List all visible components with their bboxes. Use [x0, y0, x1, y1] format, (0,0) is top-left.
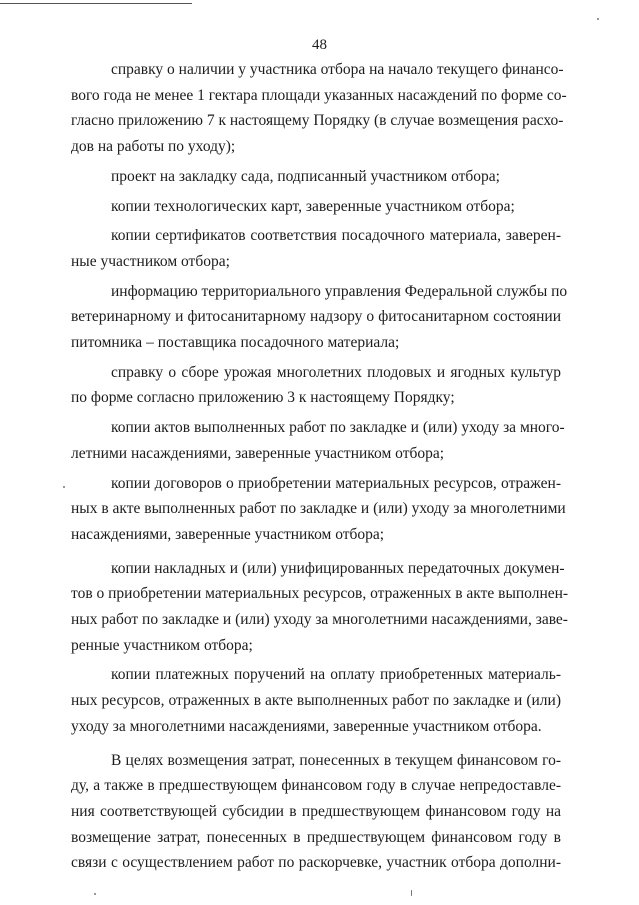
paragraph: [71, 748, 561, 877]
text-line: копии накладных и (или) унифицированных передаточных докумен-: [111, 559, 565, 577]
page-number: 48: [312, 37, 327, 53]
text-line: копии платежных поручений на оплату приобретенных материаль-: [111, 666, 561, 684]
text-line: проект на закладку сада, подписанный участником отбора;: [111, 167, 500, 185]
text-line: справку о сборе урожая многолетних плодовых и ягодных культур: [111, 363, 561, 381]
paragraph: [71, 279, 568, 356]
paragraph: [71, 556, 569, 659]
text-line: питомника – поставщика посадочного материала;: [71, 334, 400, 352]
scan-speck: [63, 486, 65, 488]
scan-speck: [411, 890, 412, 896]
paragraph: [71, 194, 561, 220]
text-line: ветеринарному и фитосанитарному надзору о фитосанитарном состоянии: [71, 308, 561, 326]
text-line: летними насаждениями, заверенные участником отбора;: [71, 444, 445, 462]
text-line: ния соответствующей субсидии в предшествующем финансовом году на: [71, 802, 561, 820]
paragraph-gap: [71, 740, 561, 748]
text-line: ных работ по закладке и (или) уходу за многолетними насаждениями, заве-: [71, 611, 568, 629]
paragraph: [71, 662, 561, 739]
text-line: тов о приобретении материальных ресурсов, отраженных в акте выполнен-: [71, 585, 569, 603]
paragraph: [71, 164, 561, 190]
text-line: копии актов выполненных работ по закладке и (или) уходу за много-: [111, 419, 565, 437]
text-line: копии сертификатов соответствия посадочного материала, заверен-: [111, 227, 561, 245]
scan-speck: [597, 18, 599, 20]
text-line: уходу за многолетними насаждениями, заверенные участником отбора.: [71, 717, 542, 735]
text-line: ду, а также в предшествующем финансовом году в случае непредоставле-: [71, 777, 561, 795]
paragraph: [71, 415, 565, 466]
paragraph-gap: [71, 548, 561, 556]
text-line: копии технологических карт, заверенные участником отбора;: [111, 197, 515, 215]
text-line: В целях возмещения затрат, понесенных в текущем финансовом го-: [111, 751, 561, 769]
text-line: дов на работы по уходу);: [71, 138, 236, 156]
scan-border-line: [0, 3, 192, 4]
text-line: ных в акте выполненных работ по закладке и (или) уходу за многолетними: [71, 500, 566, 518]
paragraph: [71, 223, 561, 274]
text-line: связи с осуществлением работ по раскорчевке, участник отбора дополни-: [71, 854, 561, 872]
text-line: ренные участником отбора;: [71, 636, 253, 654]
text-line: возмещение затрат, понесенных в предшествующем финансовом году в: [71, 828, 561, 846]
text-line: информацию территориального управления Федеральной службы по: [111, 282, 568, 300]
paragraph: [71, 360, 561, 411]
text-line: насаждениями, заверенные участником отбора;: [71, 525, 385, 543]
scan-speck: [94, 893, 96, 895]
document-body: [71, 57, 569, 876]
text-line: ных ресурсов, отраженных в акте выполненных работ по закладке и (или): [71, 692, 561, 710]
paragraph: [71, 57, 567, 160]
text-line: ные участником отбора;: [71, 252, 230, 270]
text-line: копии договоров о приобретении материальных ресурсов, отражен-: [111, 474, 561, 492]
text-line: вого года не менее 1 гектара площади указанных насаждений по форме со-: [71, 86, 567, 104]
text-line: справку о наличии у участника отбора на начало текущего финансо-: [111, 61, 564, 78]
paragraph: [71, 471, 566, 548]
text-line: по форме согласно приложению 3 к настоящему Порядку;: [71, 389, 455, 407]
text-line: гласно приложению 7 к настоящему Порядку (в случае возмещения расхо-: [71, 112, 564, 130]
